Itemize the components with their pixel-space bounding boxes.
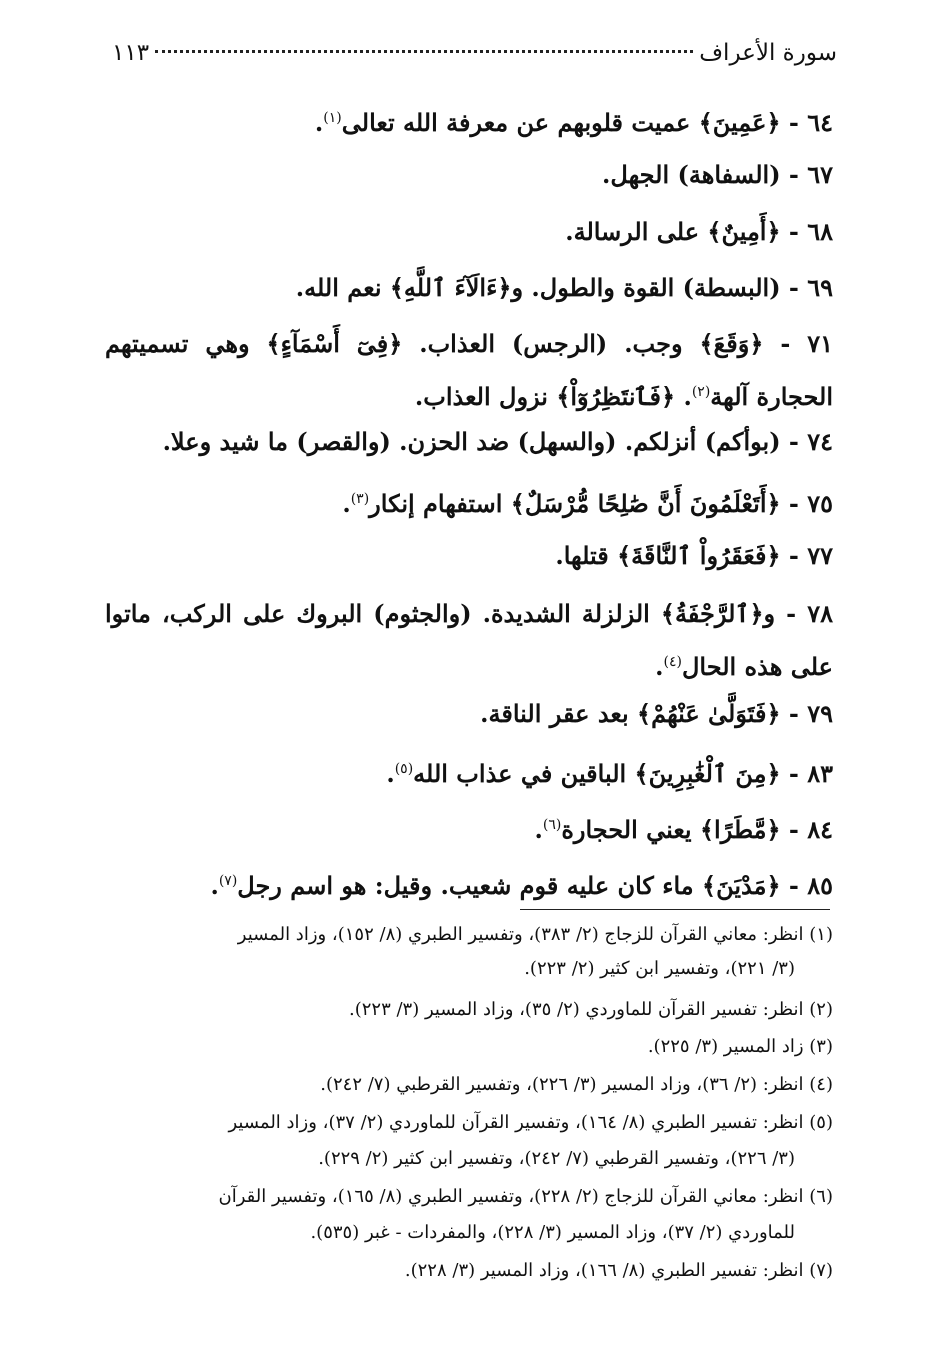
footnote-2: (٢) انظر: تفسير القرآن للماوردي (٢/ ٣٥)، وزاد المسير (٣/ ٢٢٣). (348, 999, 833, 1020)
entry-77: ٧٧ - ﴿فَعَقَرُواْ ٱلنَّاقَةَ﴾ قتلها. (555, 541, 833, 570)
footnote-ref: (٧) (218, 873, 238, 889)
entry-84: ٨٤ - ﴿مَّطَرًا﴾ يعني الحجارة$^{(٦)}$. (534, 815, 833, 844)
footnote-1: (١) انظر: معاني القرآن للزجاج (٢/ ٣٨٣)، وتفسير الطبري (٨/ ١٥٢)، وزاد المسير (237, 924, 833, 945)
footnote-6: (٦) انظر: معاني القرآن للزجاج (٢/ ٢٢٨)، وتفسير الطبري (٨/ ١٦٥)، وتفسير القرآن (218, 1186, 833, 1207)
footnote-6-continued: للماوردي (٢/ ٣٧)، وزاد المسير (٣/ ٢٢٨)، والمفردات - غبر (٥٣٥). (310, 1222, 795, 1243)
entry-78: ٧٨ - و﴿ٱلرَّجْفَةُ﴾ الزلزلة الشديدة. (والجثوم) البروك على الركب، ماتوا على هذه الحال$^{(٤)}$. (105, 599, 833, 681)
entry-74: ٧٤ - (بوأكم) أنزلكم. (والسهل) ضد الحزن. (والقصر) ما شيد وعلا. (162, 427, 833, 456)
entry-71: ٧١ - ﴿وَقَعَ﴾ وجب. (الرجس) العذاب. ﴿فِىٓ أَسْمَآءٍ﴾ وهي تسميتهم الحجارة آلهة$^{(٢)}$. ﴿فَٱنتَظِرُوٓاْ﴾ نزول العذاب. (105, 329, 833, 411)
entry-75: ٧٥ - ﴿أَتَعْلَمُونَ أَنَّ صَٰلِحًا مُّرْسَلٌ﴾ استفهام إنكار$^{(٣)}$. (342, 489, 833, 518)
footnote-ref: (٢) (691, 384, 711, 400)
footnote-ref: (١) (323, 110, 342, 126)
entry-67: ٦٧ - (السفاهة) الجهل. (602, 160, 833, 189)
running-header (112, 40, 837, 80)
entry-69: ٦٩ - (البسطة) القوة والطول. و﴿ءَالَآءَ ٱللَّهِ﴾ نعم الله. (295, 273, 833, 302)
page-number: ١١٣ (112, 40, 150, 66)
footnote-ref: (٤) (663, 654, 682, 670)
entry-85: ٨٥ - ﴿مَدْيَنَ﴾ ماء كان عليه قوم شعيب. وقيل: هو اسم رجل$^{(٧)}$. (210, 871, 833, 900)
entry-64: ٦٤ - ﴿عَمِينَ﴾ عميت قلوبهم عن معرفة الله تعالى$^{(١)}$. (314, 108, 833, 137)
surah-title: سورة الأعراف (699, 40, 837, 66)
entry-68: ٦٨ - ﴿أَمِينٌ﴾ على الرسالة. (565, 217, 833, 246)
footnote-3: (٣) زاد المسير (٣/ ٢٢٥). (647, 1036, 833, 1057)
footnote-5-continued: (٣/ ٢٢٦)، وتفسير القرطبي (٧/ ٢٤٢)، وتفسير ابن كثير (٢/ ٢٢٩). (318, 1148, 795, 1169)
footnote-5: (٥) انظر: تفسير الطبري (٨/ ١٦٤)، وتفسير القرآن للماوردي (٢/ ٣٧)، وزاد المسير (228, 1112, 833, 1133)
footnote-ref: (٦) (542, 817, 562, 833)
leader-dots (155, 50, 693, 53)
footnote-ref: (٣) (350, 491, 370, 507)
footnote-1-continued: (٣/ ٢٢١)، وتفسير ابن كثير (٢/ ٢٢٣). (524, 958, 795, 979)
entry-79: ٧٩ - ﴿فَتَوَلَّىٰ عَنْهُمْ﴾ بعد عقر الناقة. (480, 699, 833, 728)
footnote-ref: (٥) (394, 761, 414, 777)
footnote-7: (٧) انظر: تفسير الطبري (٨/ ١٦٦)، وزاد المسير (٣/ ٢٢٨). (404, 1260, 833, 1281)
footnote-separator (520, 909, 830, 910)
entry-83: ٨٣ - ﴿مِنَ ٱلْغَٰبِرِينَ﴾ الباقين في عذاب الله$^{(٥)}$. (386, 759, 833, 788)
footnote-4: (٤) انظر: (٢/ ٣٦)، وزاد المسير (٣/ ٢٢٦)، وتفسير القرطبي (٧/ ٢٤٢). (320, 1074, 833, 1095)
